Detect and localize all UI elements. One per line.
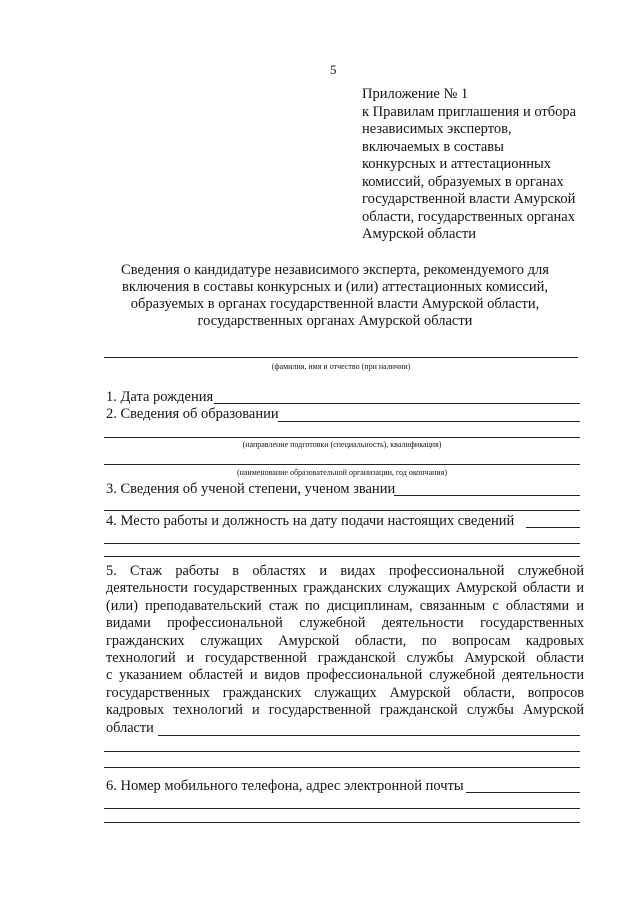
field-experience-paragraph [106, 563, 584, 737]
page-number: 5 [330, 62, 337, 77]
annex-line: конкурсных и аттестационных [362, 156, 552, 172]
education-line-2[interactable] [104, 437, 580, 438]
annex-header [362, 86, 612, 244]
education-caption-2: (наименование образовательной организации, год окончания) [236, 468, 448, 477]
fio-line[interactable] [104, 357, 578, 358]
experience-line: кадровых технологий и государственной гражданской службы Амурской [106, 702, 584, 719]
workplace-line-3[interactable] [104, 556, 580, 557]
experience-line-answer-3[interactable] [104, 767, 580, 768]
annex-line: государственной власти Амурской [362, 191, 576, 207]
annex-line: области, государственных органах [362, 208, 575, 225]
fio-caption: (фамилия, имя и отчество (при наличии) [271, 362, 411, 371]
birth-date-line[interactable] [214, 403, 580, 404]
title-line: образуемых в органах государственной власти Амурской области, [130, 296, 540, 312]
education-line[interactable] [278, 421, 580, 422]
field-education-label: 2. Сведения об образовании [106, 406, 279, 422]
experience-line: государственных гражданских служащих Амурской области, вопросов [106, 684, 584, 701]
phone-email-line-3[interactable] [104, 822, 580, 823]
field-degree-label: 3. Сведения об ученой степени, ученом звании [106, 481, 396, 497]
annex-line: независимых экспертов, [362, 121, 512, 137]
form-title [100, 262, 570, 330]
workplace-line[interactable] [526, 527, 580, 528]
annex-line: Приложение № 1 [362, 86, 469, 102]
degree-line[interactable] [394, 495, 580, 496]
education-caption-1: (направление подготовки (специальность), квалификация) [242, 440, 442, 449]
experience-line-answer[interactable] [158, 735, 580, 736]
experience-line: деятельности государственных гражданских служащих Амурской области и [106, 580, 584, 597]
title-line: государственных органах Амурской области [197, 313, 473, 329]
degree-line-2[interactable] [104, 510, 580, 511]
education-line-3[interactable] [104, 464, 580, 465]
field-birth-date-label: 1. Дата рождения [106, 389, 214, 405]
experience-line-answer-2[interactable] [104, 751, 580, 752]
experience-line: видами профессиональной служебной деятельности государственных [106, 615, 584, 632]
annex-line: Амурской области [362, 226, 476, 242]
title-line: включения в составы конкурсных и (или) аттестационных комиссий, [121, 279, 548, 295]
experience-line: технологий и государственной гражданской службы Амурской области [106, 650, 584, 667]
annex-line: включаемых в составы [362, 138, 504, 155]
experience-line: (или) преподавательский стаж по дисциплинам, связанным с областями и [106, 597, 584, 614]
experience-line: области [106, 719, 154, 736]
field-workplace-label: 4. Место работы и должность на дату подачи настоящих сведений [106, 513, 515, 529]
title-line: Сведения о кандидатуре независимого эксперта, рекомендуемого для [121, 262, 549, 278]
field-phone-email-label: 6. Номер мобильного телефона, адрес электронной почты [106, 778, 464, 794]
annex-line: к Правилам приглашения и отбора [362, 103, 577, 120]
workplace-line-2[interactable] [104, 543, 580, 544]
experience-line: гражданских служащих Амурской области, по вопросам кадровых [106, 632, 584, 649]
phone-email-line[interactable] [466, 792, 580, 793]
experience-line: с указанием областей и видов профессиональной служебной деятельности [106, 667, 584, 684]
phone-email-line-2[interactable] [104, 808, 580, 809]
annex-line: комиссий, образуемых в органах [362, 173, 564, 190]
experience-line: 5. Стаж работы в областях и видах профессиональной служебной [106, 563, 584, 579]
